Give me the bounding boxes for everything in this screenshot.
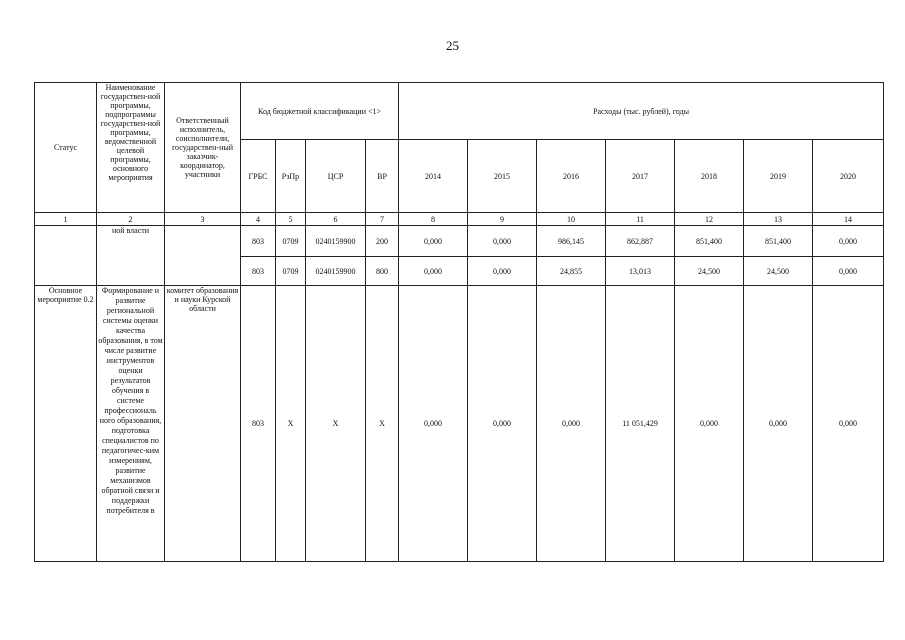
- header-year-2019: 2019: [744, 140, 813, 213]
- header-responsible: Ответственный исполнитель, соисполнители, государствен-ный заказчик-координатор, участники: [165, 83, 241, 213]
- value-2020: 0,000: [813, 226, 884, 257]
- value-2015: 0,000: [468, 286, 537, 562]
- budget-table: [34, 82, 884, 562]
- header-budget-code: Код бюджетной классификации <1>: [241, 83, 399, 140]
- main-responsible-cell: комитет образования и науки Курской области: [165, 286, 241, 562]
- table-row: [35, 226, 884, 257]
- column-number: 2: [97, 213, 165, 226]
- header-code-vr: ВР: [366, 140, 399, 213]
- table-row: [35, 286, 884, 562]
- value-2017: 862,887: [606, 226, 675, 257]
- header-year-2014: 2014: [399, 140, 468, 213]
- vr-cell: 200: [366, 226, 399, 257]
- rzpr-cell: 0709: [276, 226, 306, 257]
- header-year-2015: 2015: [468, 140, 537, 213]
- column-number: 7: [366, 213, 399, 226]
- csr-cell: 0240159900: [306, 226, 366, 257]
- column-number: 14: [813, 213, 884, 226]
- vr-cell: X: [366, 286, 399, 562]
- csr-cell: 0240159900: [306, 257, 366, 286]
- value-2017: 13,013: [606, 257, 675, 286]
- page-number: 25: [446, 38, 459, 53]
- column-number: 4: [241, 213, 276, 226]
- value-2017: 11 051,429: [606, 286, 675, 562]
- grbs-cell: 803: [241, 226, 276, 257]
- value-2018: 851,400: [675, 226, 744, 257]
- grbs-cell: 803: [241, 257, 276, 286]
- value-2015: 0,000: [468, 226, 537, 257]
- value-2019: 0,000: [744, 286, 813, 562]
- header-program-name: Наименование государствен-ной программы, подпрограммы государствен-ной программы, ведомственной целевой программы, основного мероприятия: [97, 83, 165, 213]
- column-number: 3: [165, 213, 241, 226]
- value-2016: 986,145: [537, 226, 606, 257]
- main-program-name-cell: Формирование и развитие региональной системы оценки качества образования, в том числе развитие инструментов оценки результатов обучения в системе профессиональ ного образования, подготовка специалистов по педагогичес-ким измерениям, развитие механизмов обратной связи и поддержки потребителя в: [97, 286, 165, 562]
- value-2018: 0,000: [675, 286, 744, 562]
- main-status-cell: Основное мероприятие 0.2: [35, 286, 97, 562]
- column-number: 13: [744, 213, 813, 226]
- value-2020: 0,000: [813, 257, 884, 286]
- column-number: 1: [35, 213, 97, 226]
- header-code-grbs: ГРБС: [241, 140, 276, 213]
- column-number: 6: [306, 213, 366, 226]
- header-year-2016: 2016: [537, 140, 606, 213]
- value-2016: 24,855: [537, 257, 606, 286]
- value-2014: 0,000: [399, 226, 468, 257]
- column-number: 8: [399, 213, 468, 226]
- header-year-2017: 2017: [606, 140, 675, 213]
- header-year-2020: 2020: [813, 140, 884, 213]
- header-code-csr: ЦСР: [306, 140, 366, 213]
- rzpr-cell: 0709: [276, 257, 306, 286]
- value-2019: 24,500: [744, 257, 813, 286]
- value-2015: 0,000: [468, 257, 537, 286]
- column-number-row: [35, 213, 884, 226]
- column-number: 10: [537, 213, 606, 226]
- column-number: 12: [675, 213, 744, 226]
- header-year-2018: 2018: [675, 140, 744, 213]
- header-row-top: [35, 83, 884, 140]
- status-cell-empty: [35, 226, 97, 286]
- value-2020: 0,000: [813, 286, 884, 562]
- value-2014: 0,000: [399, 286, 468, 562]
- header-expenses: Расходы (тыс. рублей), годы: [399, 83, 884, 140]
- responsible-cell-empty: [165, 226, 241, 286]
- vr-cell: 800: [366, 257, 399, 286]
- value-2018: 24,500: [675, 257, 744, 286]
- grbs-cell: 803: [241, 286, 276, 562]
- value-2014: 0,000: [399, 257, 468, 286]
- rzpr-cell: X: [276, 286, 306, 562]
- column-number: 11: [606, 213, 675, 226]
- value-2016: 0,000: [537, 286, 606, 562]
- value-2019: 851,400: [744, 226, 813, 257]
- program-name-continued: ной власти: [97, 226, 165, 286]
- column-number: 5: [276, 213, 306, 226]
- header-status: Статус: [35, 83, 97, 213]
- column-number: 9: [468, 213, 537, 226]
- csr-cell: X: [306, 286, 366, 562]
- header-code-rzpr: РзПр: [276, 140, 306, 213]
